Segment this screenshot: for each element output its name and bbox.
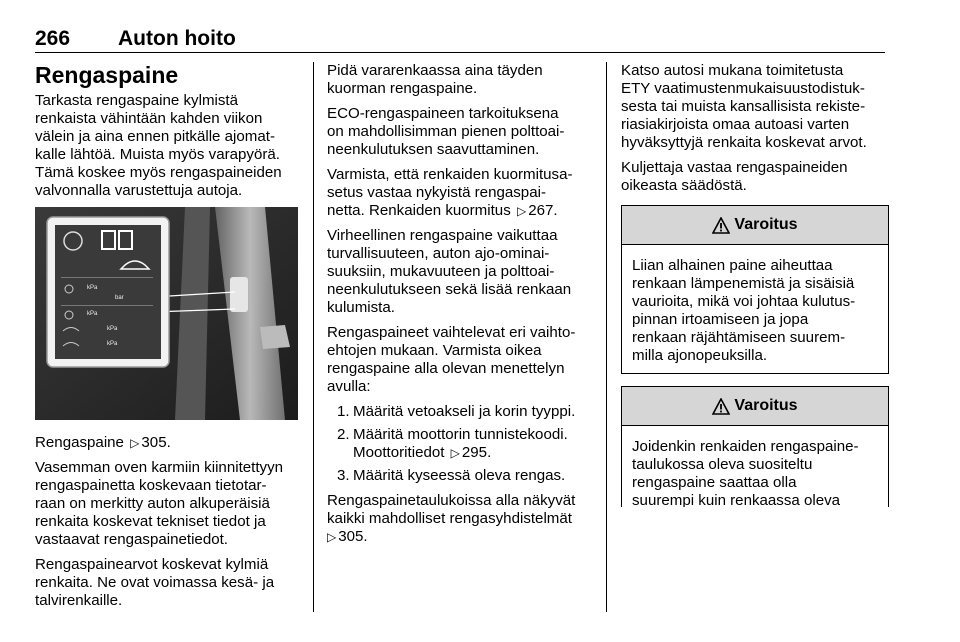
warning-title: Varoitus xyxy=(734,397,798,414)
list-item: 2. Määritä moottorin tunnistekoodi. Moottoritiedot ▷ 295. xyxy=(337,426,568,461)
coc-paragraph: Katso autosi mukana toimitetusta ETY vaatimustenmukaisuustodistuk- sesta tai muista kansallisista rekiste- riasiakirjoista omaa autoasi varten hyväksyttyjä renkaita koskevat arvot. xyxy=(621,62,867,151)
fig-unit-kpa-1: kPa xyxy=(87,285,98,291)
warning-box-2 xyxy=(621,386,889,507)
page-reference-link[interactable]: 305. xyxy=(141,434,171,451)
page-number: 266 xyxy=(35,27,71,50)
column-3 xyxy=(621,62,889,517)
chapter-title: Auton hoito xyxy=(118,27,236,50)
cold-tire-paragraph: Rengaspainearvot koskevat kylmiä renkaita. Ne ovat voimassa kesä- ja talvirenkaille. xyxy=(35,556,275,609)
warning-body: Liian alhainen paine aiheuttaa renkaan lämpenemistä ja sisäisiä vaurioita, mikä voi johtaa kulutus- pinnan irtoamiseen ja jopa renkaan räjähtämiseen suurem- milla ajonopeuksilla. xyxy=(632,257,856,364)
warning-triangle-icon xyxy=(712,217,730,234)
procedure-list xyxy=(327,403,595,485)
warning-triangle-icon xyxy=(712,398,730,415)
page-reference-link[interactable]: 295. xyxy=(461,444,492,461)
warning-box-1 xyxy=(621,205,889,374)
fig-unit-bar: bar xyxy=(115,295,124,301)
pressure-tables-paragraph: Rengaspainetaulukoissa alla näkyvät kaikki mahdolliset rengasyhdistelmät ▷ 305. xyxy=(327,492,576,545)
list-item: 3. Määritä kyseessä oleva rengas. xyxy=(337,467,566,484)
section-heading: Rengaspaine xyxy=(35,62,179,88)
tire-pressure-reference: Rengaspaine ▷ 305. xyxy=(35,434,171,451)
intro-paragraph: Tarkasta rengaspaine kylmistä renkaista vähintään kahden viikon välein ja aina ennen pitkälle ajomat- kalle lähtöä. Muista myös varapyörä. Tämä koskee myös rengaspaineiden valvonnalla varustettuja autoja. xyxy=(35,92,282,199)
column-1 xyxy=(35,62,303,617)
column-2 xyxy=(327,62,595,553)
spare-tire-paragraph: Pidä vararenkaassa aina täyden kuorman rengaspaine. xyxy=(327,62,543,97)
list-item: 1. Määritä vetoakseli ja korin tyyppi. xyxy=(337,403,576,420)
driver-responsibility-paragraph: Kuljettaja vastaa rengaspaineiden oikeasta säädöstä. xyxy=(621,159,848,194)
warning-header xyxy=(622,206,888,245)
warning-header xyxy=(622,387,888,426)
page-reference-link[interactable]: 305. xyxy=(338,528,368,545)
eco-pressure-paragraph: ECO-rengaspaineen tarkoituksena on mahdollisimman pienen polttoai- neenkulutuksen saavuttaminen. xyxy=(327,105,565,158)
column-divider-1 xyxy=(313,62,314,612)
door-label-paragraph: Vasemman oven karmiin kiinnitettyyn rengaspainetta koskevaan tietotar- raan on merkitty auton alkuperäisiä renkaita koskevat tekniset tiedot ja vastaavat rengaspainetiedot. xyxy=(35,459,284,548)
fig-unit-kpa-2: kPa xyxy=(87,311,98,317)
warning-body: Joidenkin renkaiden rengaspaine- taulukossa oleva suositeltu rengaspaine saattaa olla suurempi kuin renkaassa oleva xyxy=(632,438,859,507)
pressure-varies-paragraph: Rengaspaineet vaihtelevat eri vaihto- ehtojen mukaan. Varmista oikea rengaspaine alla olevan menettelyn avulla: xyxy=(327,324,576,395)
fig-unit-kpa-4: kPa xyxy=(107,341,118,347)
column-divider-2 xyxy=(606,62,607,612)
load-index-paragraph: Varmista, että renkaiden kuormitusa- setus vastaa nykyistä rengaspai- netta. Renkaiden kuormitus ▷ 267. xyxy=(327,166,573,219)
wrong-pressure-paragraph: Virheellinen rengaspaine vaikuttaa turvallisuuteen, auton ajo-ominai- suuksiin, mukavuuteen ja polttoai- neenkulutukseen sekä lisää renkaan kulumista. xyxy=(327,227,572,316)
warning-title: Varoitus xyxy=(734,216,798,233)
page-reference-link[interactable]: 267. xyxy=(528,202,558,219)
door-frame-tire-label-figure xyxy=(35,207,298,420)
header-rule xyxy=(35,52,885,53)
fig-unit-kpa-3: kPa xyxy=(107,326,118,332)
